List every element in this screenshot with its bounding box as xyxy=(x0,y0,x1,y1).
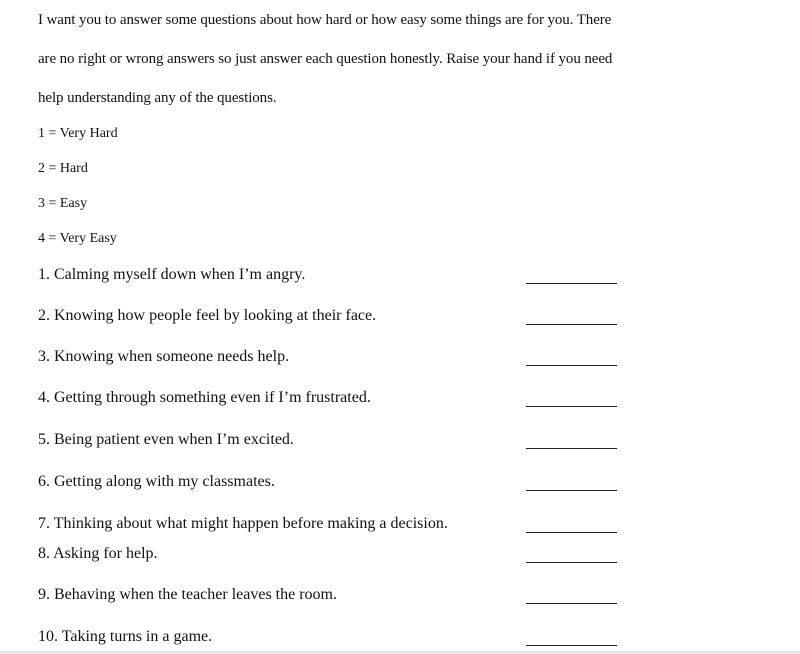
answer-blank-1[interactable] xyxy=(526,283,617,284)
answer-blank-3[interactable] xyxy=(526,365,617,366)
intro-line-2: are no right or wrong answers so just answer each question honestly. Raise your hand if you need xyxy=(38,51,613,67)
answer-blank-6[interactable] xyxy=(526,490,617,491)
question-9: 9. Behaving when the teacher leaves the room. xyxy=(38,586,337,603)
intro-line-3: help understanding any of the questions. xyxy=(38,90,277,106)
question-8: 8. Asking for help. xyxy=(38,545,158,562)
question-6: 6. Getting along with my classmates. xyxy=(38,473,275,490)
question-5: 5. Being patient even when I’m excited. xyxy=(38,431,294,448)
intro-line-1: I want you to answer some questions about how hard or how easy some things are for you. There xyxy=(38,12,612,28)
question-3: 3. Knowing when someone needs help. xyxy=(38,348,290,365)
question-2: 2. Knowing how people feel by looking at their face. xyxy=(38,307,377,324)
scale-item-2: 2 = Hard xyxy=(38,161,88,176)
answer-blank-10[interactable] xyxy=(526,645,617,646)
scale-item-4: 4 = Very Easy xyxy=(38,231,117,246)
scale-item-1: 1 = Very Hard xyxy=(38,126,118,141)
answer-blank-4[interactable] xyxy=(526,406,617,407)
answer-blank-5[interactable] xyxy=(526,448,617,449)
answer-blank-9[interactable] xyxy=(526,603,617,604)
question-7: 7. Thinking about what might happen before making a decision. xyxy=(38,515,448,532)
question-1: 1. Calming myself down when I’m angry. xyxy=(38,266,306,283)
answer-blank-8[interactable] xyxy=(526,562,617,563)
question-10: 10. Taking turns in a game. xyxy=(38,628,213,645)
answer-blank-2[interactable] xyxy=(526,324,617,325)
answer-blank-7[interactable] xyxy=(526,532,617,533)
scale-item-3: 3 = Easy xyxy=(38,196,88,211)
question-4: 4. Getting through something even if I’m frustrated. xyxy=(38,389,371,406)
